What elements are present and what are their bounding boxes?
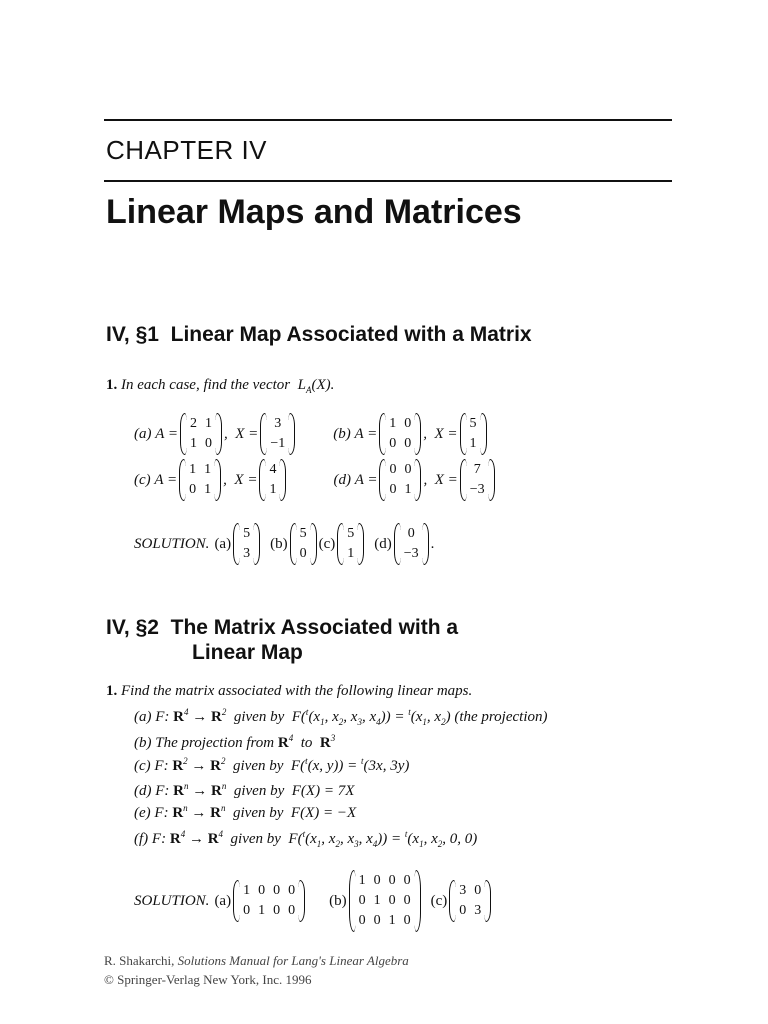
matrix-entry: 1 xyxy=(258,903,266,918)
item-b-vector-X xyxy=(460,413,487,455)
left-paren xyxy=(180,413,187,455)
section1-heading: IV, §1 Linear Map Associated with a Matrix xyxy=(106,323,532,346)
left-paren xyxy=(379,413,386,455)
matrix-entries xyxy=(402,523,421,565)
right-paren xyxy=(214,459,221,501)
right-paren xyxy=(484,880,491,922)
matrix-entry: 2 xyxy=(190,416,198,431)
solution-c-label: (c) xyxy=(430,892,448,909)
matrix-entry: 1 xyxy=(205,416,213,431)
matrix-entry: 1 xyxy=(388,913,396,928)
problem-text: Find the matrix associated with the following linear maps. xyxy=(121,683,473,699)
solution-c-label: (c) xyxy=(318,535,336,552)
matrix-entries xyxy=(345,523,356,565)
matrix-entry: 0 xyxy=(358,913,366,928)
top-rule xyxy=(104,119,672,121)
right-paren xyxy=(414,459,421,501)
matrix-entries xyxy=(298,523,309,565)
section2-problem xyxy=(106,683,472,700)
left-paren xyxy=(394,523,401,565)
left-paren xyxy=(349,870,356,932)
matrix-entry: 0 xyxy=(404,436,412,451)
item-d-vector-X xyxy=(460,459,495,501)
solution-b-matrix xyxy=(349,870,421,932)
matrix-entry: 0 xyxy=(299,546,307,561)
section2-heading-line1: IV, §2 The Matrix Associated with a xyxy=(106,616,459,639)
matrix-entry: 0 xyxy=(389,462,397,477)
matrix-entry: 0 xyxy=(189,482,197,497)
solution-c-matrix xyxy=(449,880,491,922)
item-b-label: (b) xyxy=(333,425,351,442)
matrix-entry: 0 xyxy=(407,526,415,541)
chapter-rule xyxy=(104,180,672,182)
matrix-entry: 4 xyxy=(269,462,277,477)
matrix-entry: 0 xyxy=(403,873,411,888)
problem-number: 1. xyxy=(106,683,118,699)
item-row-ab: (a) A = 2 1 1 0 , X = 3 −1 (b) A = 1 0 0 0 , X = 5 1 xyxy=(134,413,489,455)
matrix-entry: −3 xyxy=(469,482,485,497)
matrix-entry: 3 xyxy=(474,903,482,918)
matrix-entry: 3 xyxy=(274,416,282,431)
chapter-label: CHAPTER IV xyxy=(106,135,268,165)
matrix-entry: 1 xyxy=(190,436,198,451)
solution-b-label: (b) xyxy=(329,892,347,909)
left-paren xyxy=(233,880,240,922)
section1-solution: SOLUTION. (a) 5 3 (b) 5 0 (c) 5 1 (d) 0 −3 . xyxy=(134,523,434,565)
left-paren xyxy=(337,523,344,565)
item-c-label: (c) xyxy=(134,471,151,488)
matrix-entry: 1 xyxy=(204,482,212,497)
solution-a-label: (a) xyxy=(214,535,232,552)
matrix-entry: 1 xyxy=(189,462,197,477)
footer-book-title: Solutions Manual for Lang's Linear Algebra xyxy=(177,953,409,968)
left-paren xyxy=(179,459,186,501)
matrix-entries xyxy=(387,413,413,455)
map-item-f: (f) F: $R^4 \to R^4$ given by $F(^t(x_1$, $x_2$, $x_3$, $x_4)) = ^t(x_1$, $x_2$, 0, 0) xyxy=(134,829,478,849)
left-paren xyxy=(449,880,456,922)
footer-citation xyxy=(104,953,409,969)
map-item-d: (d) F: $R^n \to R^n$ given by F(X) = 7X xyxy=(134,781,355,799)
matrix-entry: 0 xyxy=(388,873,396,888)
solution-d-label: (d) xyxy=(374,535,392,552)
matrix-entry: −1 xyxy=(270,436,286,451)
item-a-vector-X xyxy=(260,413,295,455)
left-paren xyxy=(259,459,266,501)
matrix-entries xyxy=(387,459,413,501)
solution-d-vector xyxy=(394,523,429,565)
left-paren xyxy=(290,523,297,565)
matrix-entry: 1 xyxy=(347,546,355,561)
item-row-cd: (c) A = 1 1 0 1 , X = 4 1 (d) A = 0 0 0 1 , X = 7 −3 xyxy=(134,459,497,501)
matrix-entry: 5 xyxy=(469,416,477,431)
matrix-entry: 0 xyxy=(389,482,397,497)
right-paren xyxy=(279,459,286,501)
matrix-entries xyxy=(357,870,413,932)
matrix-entries xyxy=(457,880,483,922)
left-paren xyxy=(260,413,267,455)
matrix-entries xyxy=(187,459,213,501)
left-paren xyxy=(460,459,467,501)
right-paren xyxy=(298,880,305,922)
matrix-entry: 0 xyxy=(205,436,213,451)
matrix-entries xyxy=(188,413,214,455)
matrix-entry: 1 xyxy=(204,462,212,477)
matrix-entries xyxy=(241,523,252,565)
matrix-entry: 0 xyxy=(373,873,381,888)
matrix-entry: 0 xyxy=(389,436,397,451)
matrix-entry: 1 xyxy=(373,893,381,908)
matrix-entry: 1 xyxy=(269,482,277,497)
matrix-entry: 0 xyxy=(258,883,266,898)
section2-heading-line2: Linear Map xyxy=(192,641,303,664)
problem-symbol: $L_A(X)$. xyxy=(293,377,335,395)
item-d-matrix-A xyxy=(379,459,421,501)
section2-solution xyxy=(134,870,493,932)
map-item-a: (a) F: $R^4 \to R^2$ given by $F(^t(x_1$, $x_2$, $x_3$, $x_4)) = ^t(x_1$, $x_2$) (the projection) xyxy=(134,707,548,727)
matrix-entry: 0 xyxy=(288,903,296,918)
solution-b-vector xyxy=(290,523,317,565)
item-c-vector-X xyxy=(259,459,286,501)
right-paren xyxy=(288,413,295,455)
matrix-entry: 5 xyxy=(299,526,307,541)
matrix-entries xyxy=(468,413,479,455)
left-paren xyxy=(460,413,467,455)
right-paren xyxy=(422,523,429,565)
left-paren xyxy=(233,523,240,565)
right-paren xyxy=(310,523,317,565)
matrix-entry: 0 xyxy=(373,913,381,928)
matrix-entry: 0 xyxy=(388,893,396,908)
matrix-entry: 0 xyxy=(474,883,482,898)
matrix-entries xyxy=(268,413,287,455)
matrix-entry: 0 xyxy=(404,462,412,477)
right-paren xyxy=(480,413,487,455)
matrix-entries xyxy=(241,880,297,922)
matrix-entry: 3 xyxy=(243,546,251,561)
matrix-entry: 0 xyxy=(403,893,411,908)
solution-b-label: (b) xyxy=(270,535,288,552)
matrix-entry: 1 xyxy=(389,416,397,431)
matrix-entry: 1 xyxy=(469,436,477,451)
right-paren xyxy=(414,870,421,932)
matrix-entry: 7 xyxy=(473,462,481,477)
solution-c-vector xyxy=(337,523,364,565)
matrix-entry: 3 xyxy=(459,883,467,898)
matrix-entry: 0 xyxy=(358,893,366,908)
section1-problem xyxy=(106,377,334,395)
matrix-entry: 0 xyxy=(459,903,467,918)
right-paren xyxy=(488,459,495,501)
right-paren xyxy=(357,523,364,565)
matrix-entry: 0 xyxy=(243,903,251,918)
footer-author: R. Shakarchi, xyxy=(104,953,175,968)
solution-label: SOLUTION. xyxy=(134,535,210,552)
matrix-entry: 0 xyxy=(288,883,296,898)
left-paren xyxy=(379,459,386,501)
problem-text: In each case, find the vector xyxy=(121,377,291,393)
matrix-entry: 0 xyxy=(273,903,281,918)
matrix-entries xyxy=(468,459,487,501)
matrix-entry: −3 xyxy=(403,546,419,561)
right-paren xyxy=(414,413,421,455)
matrix-entry: 0 xyxy=(403,913,411,928)
matrix-entries xyxy=(267,459,278,501)
solution-a-vector xyxy=(233,523,260,565)
item-b-matrix-A xyxy=(379,413,421,455)
chapter-title: Linear Maps and Matrices xyxy=(106,193,522,231)
footer-copyright: © Springer-Verlag New York, Inc. 1996 xyxy=(104,972,312,987)
solution-a-matrix xyxy=(233,880,305,922)
matrix-entry: 0 xyxy=(273,883,281,898)
item-a-label: (a) xyxy=(134,425,152,442)
right-paren xyxy=(215,413,222,455)
item-c-matrix-A xyxy=(179,459,221,501)
matrix-entry: 1 xyxy=(358,873,366,888)
map-item-c: (c) F: $R^2 \to R^2$ given by F($^t$(x, y)) = $^t$(3x, 3y) xyxy=(134,756,410,774)
matrix-entry: 1 xyxy=(404,482,412,497)
right-paren xyxy=(253,523,260,565)
matrix-entry: 5 xyxy=(243,526,251,541)
matrix-entry: 5 xyxy=(347,526,355,541)
map-item-b: (b) The projection from $R^4$ to $R^3$ xyxy=(134,733,336,751)
item-d-label: (d) xyxy=(333,471,351,488)
item-a-matrix-A xyxy=(180,413,222,455)
map-item-e: (e) F: $R^n \to R^n$ given by F(X) = −X xyxy=(134,803,357,821)
solution-a-label: (a) xyxy=(214,892,232,909)
problem-number: 1. xyxy=(106,377,118,393)
matrix-entry: 1 xyxy=(243,883,251,898)
solution-label: SOLUTION. xyxy=(134,892,210,909)
matrix-entry: 0 xyxy=(404,416,412,431)
